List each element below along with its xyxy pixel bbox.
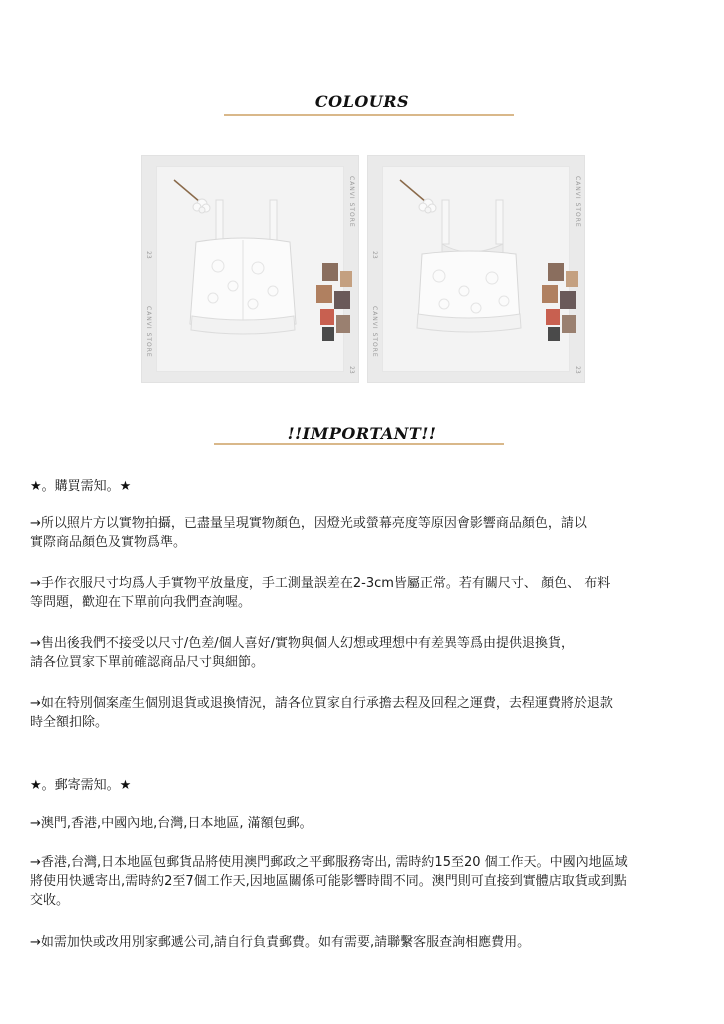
product-photo-back bbox=[367, 155, 585, 383]
shipping-notice-title: ★。郵寄需知。★ bbox=[30, 778, 132, 793]
important-divider bbox=[214, 443, 504, 445]
purchase-notice-title: ★。購買需知。★ bbox=[30, 479, 132, 494]
brand-text: CANVI STORE bbox=[574, 176, 581, 228]
colours-divider bbox=[224, 114, 514, 116]
text-line: 交收。 bbox=[30, 893, 70, 908]
text-line: 實際商品顏色及實物爲準。 bbox=[30, 535, 187, 550]
text-line: 請各位買家下單前確認商品尺寸與細節。 bbox=[30, 655, 265, 670]
text-line: →澳門,香港,中國內地,台灣,日本地區, 滿額包郵。 bbox=[30, 816, 313, 831]
text-line: 時全額扣除。 bbox=[30, 715, 109, 730]
text-line: →所以照片方以實物拍攝，已盡量呈現實物顏色，因燈光或螢幕亮度等原因會影響商品顏色，請以 bbox=[30, 516, 587, 531]
number-mark: 23 bbox=[371, 251, 378, 259]
important-heading: !!IMPORTANT!! bbox=[287, 424, 437, 443]
colours-heading: COLOURS bbox=[314, 92, 410, 111]
text-line: →售出後我們不接受以尺寸/色差/個人喜好/實物與個人幻想或理想中有差異等爲由提供退換貨， bbox=[30, 636, 575, 651]
purchase-paragraph bbox=[30, 514, 680, 552]
purchase-paragraph bbox=[30, 634, 680, 672]
text-line: →香港,台灣,日本地區包郵貨品將使用澳門郵政之平郵服務寄出, 需時約15至20 個工作天。中國內地區域 bbox=[30, 855, 628, 870]
brand-text: CANVI STORE bbox=[371, 306, 378, 358]
product-photo-front bbox=[141, 155, 359, 383]
brand-text: CANVI STORE bbox=[145, 306, 152, 358]
number-mark: 23 bbox=[145, 251, 152, 259]
text-line: →如在特別個案產生個別退貨或退換情況，請各位買家自行承擔去程及回程之運費，去程運費將於退款 bbox=[30, 696, 613, 711]
purchase-paragraph bbox=[30, 694, 680, 732]
number-mark: 23 bbox=[574, 366, 581, 374]
brand-text: CANVI STORE bbox=[348, 176, 355, 228]
purchase-paragraph bbox=[30, 574, 680, 612]
shipping-paragraph bbox=[30, 814, 680, 833]
text-line: →手作衣服尺寸均爲人手實物平放量度，手工測量誤差在2-3cm皆屬正常。若有關尺寸、 顏色、 布料 bbox=[30, 576, 611, 591]
text-line: 等問題，歡迎在下單前向我們查詢喔。 bbox=[30, 595, 252, 610]
shipping-paragraph bbox=[30, 933, 680, 952]
lace-top-front-image bbox=[178, 196, 308, 336]
lace-top-back-image bbox=[404, 196, 534, 336]
photo-prints-image bbox=[540, 261, 580, 343]
text-line: 將使用快遞寄出,需時約2至7個工作天,因地區關係可能影響時間不同。澳門則可直接到實體店取貨或到點 bbox=[30, 874, 627, 889]
photo-prints-image bbox=[314, 261, 354, 343]
text-line: →如需加快或改用別家郵遞公司,請自行負責郵費。如有需要,請聯繫客服查詢相應費用。 bbox=[30, 935, 531, 950]
shipping-paragraph bbox=[30, 853, 680, 910]
number-mark: 23 bbox=[348, 366, 355, 374]
